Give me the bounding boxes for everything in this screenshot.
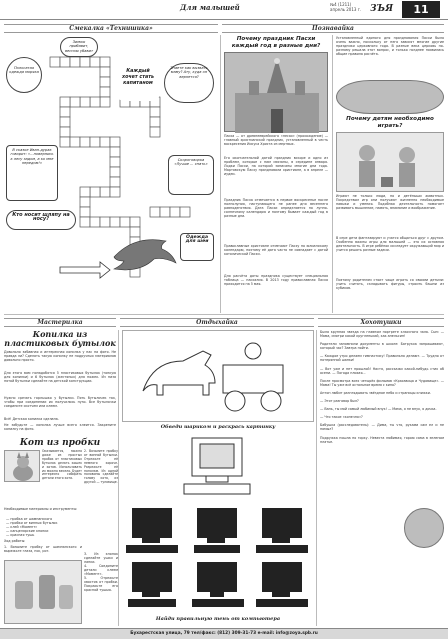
boy-illustration [404, 508, 444, 548]
joke-item: — Вот уже и нет прошлой! Настя, расскажи какой-нибудь стих об осени. — Погода плохая... [320, 366, 444, 375]
issue-info [330, 2, 361, 12]
issue-date: апрель 2013 г. [330, 7, 362, 12]
play-para-2: В игре дети фантазируют и учатся общаться друг с другом. Особенно важны игры для малышей — это их основная деятельность. В игре ребёнок исследует окружающий мир и учится решать разные задачи. [336, 236, 444, 253]
clue-bubble-6: Кто носит шляпу на носу? [6, 210, 76, 230]
clue-bubble-2: Зимою прибавит, весною убавит [60, 37, 98, 57]
joke-item: — Каждое утро делаем гимнастику! Правильно делают. — Трудно от потерянной шапки! [320, 354, 444, 363]
list-item: — пробка от шампанского [6, 517, 53, 521]
joke-item: Бабушка (расследователь): — Дима, ты что, руками сам ел и не помыл? [320, 423, 444, 432]
cat-title: Кот из пробки [19, 438, 101, 448]
play-question-title: Почему детям необходимо играть? [346, 116, 434, 129]
arrow-icon [60, 262, 110, 278]
list-item: — канцелярские кнопки [6, 529, 49, 534]
church-icon [225, 53, 329, 133]
issue-number: №4 (1211) [330, 2, 352, 7]
cat-step-4: 4. Соедините детали клеем «Момент». [84, 564, 118, 577]
clue-bubble-3: Каждый хочет стать капитаном [116, 67, 160, 101]
clue-bubble-8: Одежда для шеи [180, 233, 214, 261]
craft-text-3: Нужно срезать горлышко у бутылки. Пять бутылочек так, чтобы при соединении их получилось пузо. Все бутылочки соедините скотчем или клеем. [4, 396, 116, 409]
clouds-picture [336, 80, 444, 114]
clue-bubble-7: Скороговорка «Лучше ... спать» [168, 155, 214, 195]
corks-icon [5, 561, 83, 625]
cat-text-1: Оказывается, можно даже из простых пробок от пластиковых бутылок делать кошек и котов. Использовать их можно весело. Будет интересно собирать детали этого кота. [42, 449, 82, 481]
section-bar-masterilka: Мастерилка [4, 318, 116, 327]
easter-para-2: Его окончательной датой праздник вскоре и одно из проблем, которые с ним связаны, в середине января. Лодки Пасхи, на которой записаны многие дни года. Мартовскую Пасху праздновали христиане, а в апреле — иудеи. [224, 156, 328, 177]
joke-item: Была крупная звезда на главном портрете классного зала. Сын: — Мама, смотри какой кругленький, как апельсин! [320, 330, 444, 339]
cat-step-2: 2. Возьмите пробку от винной бутылки. Отрежьте её немного короче. Разрежьте её пополам. Из одной половины сделайте голову кота, из другой — туловище. [84, 449, 118, 485]
play-para-3: Поэтому родителям стоит чаще играть со своими детьми: учить считать, складывать фигуры, строить башни из кубиков. [336, 278, 444, 291]
cork-cat-photo [4, 450, 40, 482]
easter-para-5: Для расчёта даты праздника существует специальная таблица — пасхалия. В 2013 году православная Пасха приходится на 5 мая. [224, 274, 328, 287]
easter-para-1: Пасха — от древнееврейского «песах» (прохождение) — главный христианский праздник, установленный в честь воскресения Иисуса Христа из мертвых. [224, 134, 328, 147]
coloring-picture [122, 330, 314, 422]
pascha-intro: Установленный единого дня празднования Пасхи было очень важно, поскольку от него зависят многие другие праздники церковного года. В разные века церковь по-разному решала этот вопрос, и только позднее появились общие правила расчёта. [336, 36, 444, 57]
section-title: Для малышей [180, 3, 240, 12]
cat-step-3: 3. Из кнопок сделайте ушки и лапки. [84, 552, 118, 565]
shadow-puzzle [122, 432, 314, 614]
cat-steps-title: Ход работы: [4, 539, 26, 543]
clue-bubble-4: Знаете как вызвать маму? Ату, куда он вернется? [164, 63, 214, 103]
shadow-caption: Найди правильную тень от компьютера [155, 616, 281, 622]
cat-step-5: 5. Отрежьте хвостик от пробки. Покрасьте его красной тушью. [84, 576, 118, 593]
craft-text-4: Всё! Детская копилка сделана. [4, 417, 59, 421]
cork-cat-step-photo [4, 560, 82, 624]
computer-shadows [122, 432, 314, 614]
page-footer: Бухарестская улица, 79 тел/факс: (812) 309-31-73 e-mail: info@zoya.spb.ru [0, 628, 448, 639]
section-bar-poznavaika: Познавайка [222, 24, 444, 33]
list-item: — клей «Момент» [6, 525, 38, 530]
joke-item: После просмотра всех четырёх фильмов «Красавица и Чудовище». — Мама! Ты уже всё остальное время с кино? [320, 378, 444, 387]
section-bar-otdyhaika: Отдыхайка [120, 318, 314, 327]
section-bar-hohotushki: Хохотушки [318, 318, 444, 327]
cat-materials-title: Необходимые материалы и инструменты: [4, 507, 78, 511]
craft-text-2: Для этого вам понадобятся 5 пластиковых бутылок (тонкую для копилки) и 6 бутылок (жестяных) для ножек. Из низа пятой бутылки сделайте на детской конструкции. [4, 371, 116, 384]
joke-item: Родители запомнили документы в школе: Батрукха запрашивают, который час? Завтра пойти. [320, 342, 444, 351]
clue-bubble-5: В сказке Иван-дурак говорит: «...повернись к лесу задом, а ко мне передом!» [6, 145, 58, 201]
craft-text-5: Не забудьте — копилка лучше всего клеится. Закрепите копилку на фото. [4, 423, 116, 432]
children-icon [337, 133, 445, 193]
clue-bubble-1: Полосатая одежда моряка [6, 57, 42, 93]
column-divider [118, 330, 119, 626]
joke-item: Антон любит разглядывать звёздное небо и страницы книжки. [320, 390, 431, 395]
play-para-1: Играют не только люди, но и детёныши животных. Посредством игр они получают жизненно необходимые навыки и умения. Подобная деятельность помогает развивать мышление, память, внимание и воображение. [336, 194, 444, 211]
column-divider [220, 35, 221, 313]
joke-item: — Вань, ты мой самый любимый внук! — Мама, я не внук, я дочка. [320, 407, 437, 412]
dolphin-icon [114, 240, 176, 270]
list-item: — красная тушь [6, 533, 35, 538]
joke-item: — Этот разговор был? [320, 399, 359, 404]
easter-title: Почему праздник Пасхи каждый год в разные дни? [231, 36, 321, 49]
easter-photo [224, 52, 328, 132]
cat-materials-list [6, 517, 82, 537]
column-divider [332, 35, 333, 313]
easter-para-3: Праздник Пасха отмечается в первое воскресенье после полнолуния, наступающего не ранее дня весеннего равноденствия. Дата Пасхи определяется по лунно-солнечному календарю и поэтому бывает каждый год в разные дни. [224, 198, 328, 219]
page-number: 11 [402, 1, 440, 18]
craft-title: Копилка из пластиковых бутылок [4, 329, 116, 348]
list-item: — пробки от винных бутылок [6, 521, 58, 526]
easter-para-4: Православные христиане отмечают Пасху по юлианскому календарю, поэтому её дата часто не совпадает с датой католической Пасхи. [224, 244, 328, 257]
jokes-column [320, 330, 444, 626]
joke-item: — Что такое «конечно»? [320, 415, 363, 420]
section-bar-smekalka: Смекалка «Технишика» [4, 24, 218, 33]
crossword-puzzle [4, 35, 218, 310]
children-photo [336, 132, 444, 192]
horse-cart-icon [123, 331, 313, 421]
cat-icon [5, 451, 41, 483]
column-divider [316, 330, 317, 626]
logo: ЗЪЯ [370, 4, 394, 14]
joke-item: Подружка пошла по горку. Невеста любимая, горою сама в зеленом платье. [320, 435, 444, 444]
coloring-caption: Обведи шариком и раскрась картинку [160, 424, 276, 430]
craft-text-1: Довольно забавная и интересная копилка у нас на фото. Не правда ли? Сделать такую копилку не подручных материалов довольно просто. [4, 350, 116, 363]
cat-step-1: 1. Возьмите пробку от шампанского и вырежьте глаза, нос, рот. [4, 545, 82, 554]
section-divider [4, 314, 444, 315]
